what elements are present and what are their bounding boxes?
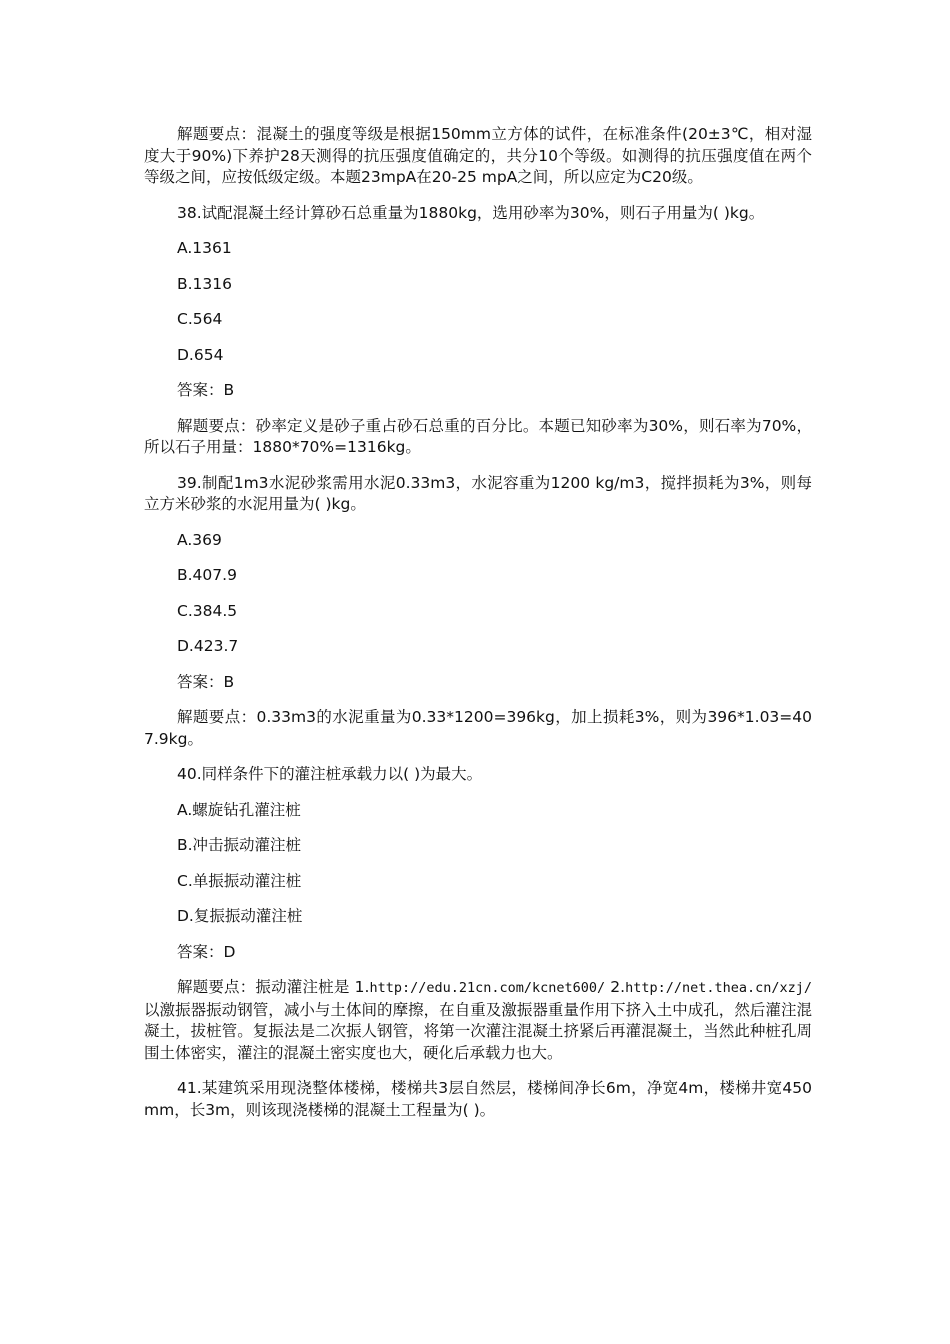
q40-option-a: A.螺旋钻孔灌注桩 [177,800,301,819]
question-39: 39.制配1m3水泥砂浆需用水泥0.33m3，水泥容重为1200 kg/m3，搅拌损耗为3%，则每立方米砂浆的水泥用量为( )kg。 [144,473,812,513]
question-41: 41.某建筑采用现浇整体楼梯，楼梯共3层自然层，楼梯间净长6m，净宽4m，楼梯井宽450mm，长3m，则该现浇楼梯的混凝土工程量为( )。 [144,1079,812,1119]
q38-option-a: A.1361 [177,239,232,257]
q40-option-b: B.冲击振动灌注桩 [177,836,302,854]
q38-option-d: D.654 [177,345,224,364]
q40-answer: 答案：D [177,942,236,961]
question-40: 40.同样条件下的灌注桩承载力以( )为最大。 [177,765,483,783]
question-38: 38.试配混凝土经计算砂石总重量为1880kg，选用砂率为30%，则石子用量为( )kg。 [177,203,765,222]
url-link-2[interactable]: http://net.thea.cn/xzj/ [625,980,812,996]
q40-option-c: C.单振振动灌注桩 [177,871,302,890]
explanation-40 [144,977,812,1064]
q38-option-c: C.564 [177,310,223,328]
explanation-39: 解题要点：0.33m3的水泥重量为0.33*1200=396kg，加上损耗3%，则为396*1.03=407.9kg。 [144,708,812,748]
explanation-38: 解题要点：砂率定义是砂子重占砂石总重的百分比。本题已知砂率为30%，则石率为70%，所以石子用量：1880*70%=1316kg。 [144,416,812,456]
q39-option-c: C.384.5 [177,601,238,620]
q38-option-b: B.1316 [177,274,233,293]
q39-answer: 答案：B [177,672,235,691]
url-link-1[interactable]: http://edu.21cn.com/kcnet600/ [369,980,606,996]
explanation-40-lead: 解题要点：振动灌注桩是 1. [177,978,370,996]
q38-answer: 答案：B [177,381,235,399]
explanation-40-mid: 2. [605,978,626,996]
q39-option-a: A.369 [177,530,222,549]
explanation-40-rest: 以激振器振动钢管，减小与土体间的摩擦，在自重及激振器重量作用下挤入土中成孔，然后灌注混凝土，拔桩管。复振法是二次振人钢管，将第一次灌注混凝土挤紧后再灌混凝土，当然此种桩孔周围土体密实，灌注的混凝土密实度也大，硬化后承载力也大。 [144,1000,812,1062]
document-page [144,124,812,1135]
q39-option-d: D.423.7 [177,637,239,655]
q39-option-b: B.407.9 [177,566,237,584]
q40-option-d: D.复振振动灌注桩 [177,907,303,925]
explanation-37: 解题要点：混凝土的强度等级是根据150mm立方体的试件，在标准条件(20±3℃，相对湿度大于90%)下养护28天测得的抗压强度值确定的，共分10个等级。如测得的抗压强度值在两个等级之间，应按低级定级。本题23mpA在20-25 mpA之间，所以应定为C20级。 [144,125,812,186]
